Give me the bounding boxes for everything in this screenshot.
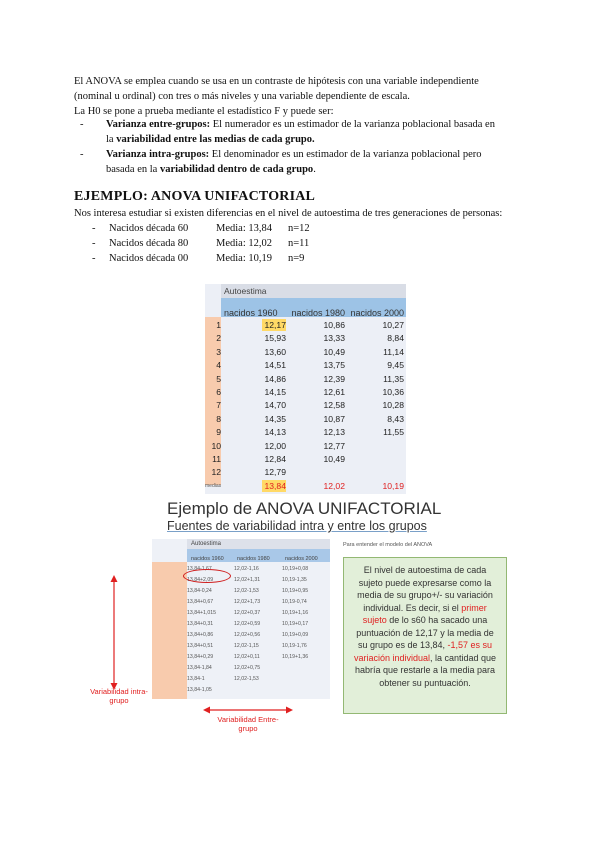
group-item: [92, 221, 310, 236]
table-cell: [347, 440, 404, 452]
table-cell: 12,00: [264, 440, 286, 451]
note-highlight: -1,57 es su variación individual: [353, 640, 493, 663]
intra-arrow-icon: [109, 575, 119, 690]
group-name: Nacidos década 60: [109, 223, 189, 234]
intro-line-3: La H0 se pone a prueba mediante el estadístico F y puede ser:: [74, 106, 334, 117]
table-cell: [347, 453, 404, 465]
group-mean: Media: 10,19: [216, 253, 272, 264]
table-cell: 14,35: [264, 413, 286, 424]
first-subject-circle: [183, 569, 231, 583]
column-header: nacidos 1980: [237, 556, 270, 562]
row-number: 10: [211, 440, 221, 451]
table-cell: 10,19+1,16: [282, 610, 309, 616]
table-cell: 12,02+0,75: [234, 665, 261, 671]
table-cell: 12,39: [323, 373, 345, 384]
bullet-dash: -: [80, 119, 84, 130]
bullet-dash: -: [80, 149, 84, 160]
mean-1960: 13,84: [262, 480, 286, 492]
table-cell: 12,13: [323, 427, 345, 438]
group-n: n=11: [288, 238, 310, 249]
table-cell: 13,84+0,86: [187, 632, 214, 638]
row-number: 7: [216, 400, 221, 411]
bullet-bold: variabilidad dentro de cada grupo: [159, 164, 314, 175]
table-cell: 11,14: [383, 346, 404, 357]
group-name: Nacidos década 80: [109, 238, 189, 249]
entre-arrow-icon: [203, 705, 293, 715]
table-cell: 13,84+0,51: [187, 643, 214, 649]
example-text: Nos interesa estudiar si existen diferencias en el nivel de autoestima de tres generaciones de personas:: [74, 208, 503, 219]
table-cell: 12,79: [264, 467, 286, 478]
row-number: 3: [216, 346, 221, 357]
table-cell: 13,84+0,31: [187, 621, 214, 627]
row-number: 4: [216, 360, 221, 371]
table-cell: 13,84-1,05: [187, 687, 212, 693]
table-cell: [288, 466, 345, 478]
means-label: medias: [205, 483, 222, 489]
column-header: nacidos 1980: [288, 298, 347, 317]
table-cell: 13,84-0,24: [187, 588, 212, 594]
group-mean: Media: 12,02: [216, 238, 272, 249]
table-cell: 10,19-1,35: [282, 577, 307, 583]
bullet-item-intra: [80, 147, 546, 177]
explanation-box: [343, 557, 507, 714]
table-cell: 12,58: [323, 400, 345, 411]
table-cell: 9,45: [387, 360, 404, 371]
table-cell: 8,43: [387, 413, 404, 424]
table-cell: 13,84+0,67: [187, 599, 214, 605]
note-text: de lo s60 ha sacado una puntuación de 12,17 y la media de su grupo es de 13,84,: [356, 615, 494, 650]
group-dash: -: [92, 223, 96, 234]
table-title: Autoestima: [221, 284, 406, 298]
bullet-text: El denominador es un estimador de la varianza poblacional pero: [209, 149, 482, 160]
table-cell: 10,28: [382, 400, 404, 411]
row-number: 9: [216, 427, 221, 438]
table-cell: 14,13: [264, 427, 286, 438]
table-cell: 10,19+1,36: [282, 654, 309, 660]
bullet-text: la: [106, 134, 117, 145]
table-cell: 14,86: [264, 373, 286, 384]
row-number: 6: [216, 387, 221, 397]
table-title: Autoestima: [187, 539, 330, 549]
bullet-text: basada en la: [106, 164, 160, 175]
note-highlight: primer sujeto: [362, 602, 487, 625]
table-cell: 12,02+0,59: [234, 621, 261, 627]
slide-title: Ejemplo de ANOVA UNIFACTORIAL: [167, 499, 442, 518]
table-cell: 13,84+2,09: [187, 577, 214, 583]
bullet-term: Varianza entre-grupos:: [106, 119, 211, 130]
group-n: n=9: [288, 253, 305, 264]
table-cell: 13,84-1: [187, 676, 205, 682]
table-cell: 15,93: [264, 333, 286, 344]
bullet-text: .: [313, 164, 316, 175]
group-n: n=12: [288, 223, 310, 234]
group-item: [92, 236, 310, 251]
table-cell: 12,84: [264, 454, 286, 464]
table-cell: 10,49: [323, 454, 345, 464]
anova-slide: [90, 497, 525, 737]
row-number: 11: [212, 454, 221, 464]
table-cell: 11,35: [383, 373, 404, 384]
intro-line-2: (nominal u ordinal) con tres o más niveles y una variable dependiente de escala.: [74, 91, 410, 102]
table-cell: 13,84+0,29: [187, 654, 214, 660]
table-cell: 12,61: [323, 387, 345, 397]
decomposition-table: [152, 539, 330, 699]
table-cell: 14,15: [264, 387, 286, 397]
intro-line-1: El ANOVA se emplea cuando se usa en un contraste de hipótesis con una variable independiente: [74, 76, 479, 87]
bullet-list: [80, 117, 546, 177]
table-cell: 10,19+0,17: [282, 621, 309, 627]
mean-1980: 12,02: [323, 481, 345, 491]
slide-subtitle: Fuentes de variabilidad intra y entre los grupos: [167, 519, 427, 533]
row-number: 8: [216, 413, 221, 424]
table-cell: 10,19+0,09: [282, 632, 309, 638]
table-cell: [347, 466, 404, 478]
note-text: , la cantidad que habría que restarle a la media para obtener su puntuación.: [354, 652, 497, 688]
group-name: Nacidos década 00: [109, 253, 189, 264]
table-cell: 10,19-1,76: [282, 643, 307, 649]
intra-label: Variabilidad intra-grupo: [90, 687, 148, 705]
table-cell: 14,51: [264, 360, 286, 371]
bullet-text: El numerador es un estimador de la varianza poblacional basada en: [210, 119, 495, 130]
column-header: nacidos 2000: [285, 556, 318, 562]
table-cell: 12,02-1,53: [234, 588, 259, 594]
table-cell: 12,02-1,16: [234, 566, 259, 572]
group-mean: Media: 13,84: [216, 223, 272, 234]
table-cell: 10,19+0,95: [282, 588, 309, 594]
table-cell: 10,86: [323, 320, 345, 330]
table-cell: 10,87: [323, 413, 345, 424]
table-cell: 13,84+1,015: [187, 610, 216, 616]
table-cell: 12,02+0,37: [234, 610, 261, 616]
table-cell: 10,19-0,74: [282, 599, 307, 605]
table-cell: 13,60: [264, 346, 286, 357]
table-cell: 8,84: [387, 333, 404, 344]
group-dash: -: [92, 253, 96, 264]
slide-small-note: Para entender el modelo del ANOVA: [343, 542, 433, 548]
table-cell: 12,77: [323, 440, 345, 451]
table-cell: 13,84-1,67: [187, 566, 212, 572]
bullet-bold: variabilidad entre las medias de cada grupo.: [116, 134, 315, 145]
row-number: 1: [216, 320, 221, 330]
table-cell: 13,33: [323, 333, 345, 344]
column-header: nacidos 1960: [191, 556, 224, 562]
table-cell: 12,02+1,73: [234, 599, 261, 605]
row-number-column: [152, 562, 187, 699]
table-cell: 12,02+1,31: [234, 577, 261, 583]
table-cell: 13,75: [323, 360, 345, 371]
table-cell: 14,70: [264, 400, 286, 411]
table-cell: 12,02+0,56: [234, 632, 261, 638]
column-header: nacidos 2000: [347, 298, 406, 317]
table-cell: 10,36: [382, 387, 404, 397]
bullet-term: Varianza intra-grupos:: [106, 149, 210, 160]
table-cell: 10,27: [382, 320, 404, 330]
mean-2000: 10,19: [382, 481, 404, 491]
table-cell: 12,02-1,53: [234, 676, 259, 682]
group-dash: -: [92, 238, 96, 249]
autoestima-table: [205, 284, 406, 494]
table-cell: 12,02-1,15: [234, 643, 259, 649]
table-cell: 13,84-1,84: [187, 665, 212, 671]
table-cell: 11,55: [383, 427, 404, 438]
table-header: [187, 549, 330, 562]
table-cell: 10,49: [323, 346, 345, 357]
entre-label: Variabilidad Entre-grupo: [217, 715, 279, 733]
table-cell: 12,02+0,11: [234, 654, 260, 660]
groups-list: [92, 221, 310, 266]
bullet-item-entre: [80, 117, 546, 147]
table-cell: 12,17: [262, 319, 286, 331]
table-cell: 10,19+0,08: [282, 566, 309, 572]
column-header: nacidos 1960: [221, 298, 288, 317]
note-text: El nivel de autoestima de cada sujeto puede expresarse como la media de su grupo+/- su variación individual. Es decir, si el: [357, 565, 493, 613]
group-item: [92, 251, 305, 266]
row-number: 2: [216, 333, 221, 344]
intro-paragraph: [74, 74, 544, 119]
row-number: 12: [211, 467, 221, 478]
row-number: 5: [216, 373, 221, 384]
example-heading: EJEMPLO: ANOVA UNIFACTORIAL: [74, 189, 316, 204]
